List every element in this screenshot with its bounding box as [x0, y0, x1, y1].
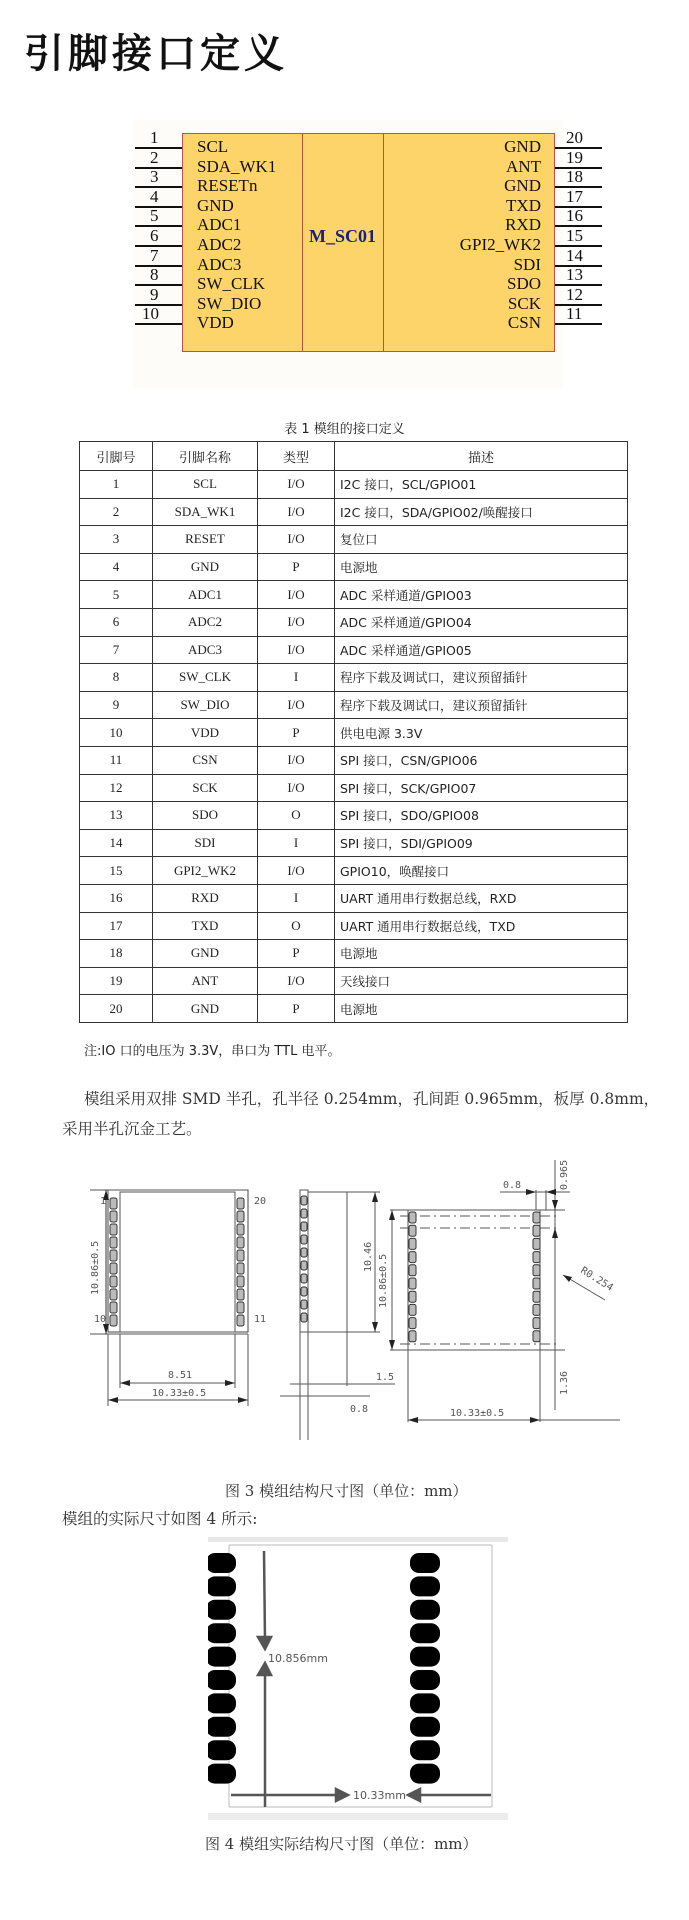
cell-type: I/O: [258, 498, 335, 526]
module-pad: [410, 1647, 440, 1667]
cell-description: 程序下载及调试口，建议预留插针: [335, 691, 628, 719]
cell-description: I2C 接口，SDA/GPIO02/唤醒接口: [335, 498, 628, 526]
module-pad: [410, 1576, 440, 1596]
pin-label: SCL: [197, 137, 229, 156]
figure-4-photo: [208, 1537, 508, 1820]
module-pad: [208, 1764, 236, 1784]
cell-pin-name: RXD: [153, 884, 258, 912]
cell-pin-name: SCK: [153, 774, 258, 802]
castellated-pad: [533, 1304, 540, 1315]
castellated-pad: [110, 1302, 117, 1313]
castellated-pad: [301, 1209, 307, 1218]
cell-pin-name: GND: [153, 995, 258, 1023]
table-note: 注:IO 口的电压为 3.3V，串口为 TTL 电平。: [84, 1044, 341, 1059]
module-pad: [410, 1600, 440, 1620]
cell-pin-name: SDI: [153, 829, 258, 857]
castellated-pad: [110, 1198, 117, 1209]
table-row: [80, 912, 628, 940]
table-row: [80, 967, 628, 995]
castellated-pad: [301, 1261, 307, 1270]
module-pad: [410, 1553, 440, 1573]
pin-label: SW_DIO: [197, 293, 262, 313]
cell-pin-number: 1: [80, 471, 153, 499]
dim-front-pin-1: 1: [100, 1196, 107, 1207]
pin-number: 6: [150, 226, 159, 245]
castellated-pad: [237, 1237, 244, 1248]
figure-3-drawing: [40, 1150, 660, 1440]
module-pad: [208, 1600, 236, 1620]
header-type: 类型: [258, 442, 335, 471]
page-title: 引脚接口定义: [24, 31, 288, 77]
cell-description: 电源地: [335, 995, 628, 1023]
table-caption: 表 1 模组的接口定义: [284, 422, 405, 437]
pin-number: 4: [150, 186, 159, 206]
castellated-pad: [409, 1238, 416, 1249]
cell-pin-number: 5: [80, 581, 153, 609]
cell-type: P: [258, 553, 335, 581]
cell-type: I/O: [258, 746, 335, 774]
pin-label: SW_CLK: [197, 274, 265, 294]
cell-type: I/O: [258, 857, 335, 885]
pin-label: GND: [504, 176, 541, 196]
castellated-pad: [301, 1248, 307, 1257]
castellated-pad: [237, 1263, 244, 1274]
castellated-pad: [533, 1278, 540, 1289]
cell-pin-name: CSN: [153, 746, 258, 774]
module-pad: [208, 1717, 236, 1737]
castellated-pad: [301, 1222, 307, 1231]
castellated-pad: [110, 1315, 117, 1326]
dim-front-pin-10: 10: [94, 1314, 107, 1325]
cell-description: SPI 接口，SDI/GPIO09: [335, 829, 628, 857]
castellated-pad: [409, 1278, 416, 1289]
module-pad: [208, 1693, 236, 1713]
cell-pin-name: SDO: [153, 802, 258, 830]
pin-label: ANT: [506, 156, 541, 176]
pin-label: VDD: [197, 313, 234, 333]
cell-pin-name: ADC1: [153, 581, 258, 609]
pin-number: 14: [566, 245, 583, 265]
pin-line: [135, 265, 182, 267]
castellated-pad: [409, 1291, 416, 1302]
cell-description: ADC 采样通道/GPIO05: [335, 636, 628, 664]
cell-type: I/O: [258, 471, 335, 499]
cell-pin-name: TXD: [153, 912, 258, 940]
cell-pin-name: GND: [153, 553, 258, 581]
castellated-pad: [409, 1212, 416, 1223]
cell-type: I/O: [258, 526, 335, 554]
pin-label: GPI2_WK2: [459, 235, 541, 254]
table-row: [80, 719, 628, 747]
castellated-pad: [237, 1315, 244, 1326]
castellated-pad: [237, 1289, 244, 1300]
dim-pad-edge: 1.36: [559, 1370, 570, 1395]
cell-type: P: [258, 719, 335, 747]
pin-line: [135, 206, 182, 208]
pin-number: 8: [150, 265, 159, 285]
pin-number: 15: [566, 226, 583, 245]
dim-pad-pitch: 0.965: [559, 1159, 570, 1190]
cell-pin-number: 12: [80, 774, 153, 802]
castellated-pad: [533, 1331, 540, 1342]
cell-pin-name: SDA_WK1: [153, 498, 258, 526]
pin-label: TXD: [506, 195, 541, 215]
dim-pad-width-total: 10.33±0.5: [450, 1408, 505, 1419]
castellated-pad: [110, 1289, 117, 1300]
cell-pin-number: 8: [80, 664, 153, 692]
cell-type: I/O: [258, 691, 335, 719]
dim-side-board: 0.8: [350, 1404, 369, 1415]
castellated-pad: [237, 1302, 244, 1313]
castellated-pad: [110, 1276, 117, 1287]
castellated-pad: [533, 1225, 540, 1236]
dim-front-pin-11: 11: [254, 1314, 267, 1325]
dim-pad-height: 10.86±0.5: [378, 1253, 389, 1308]
cell-type: I/O: [258, 774, 335, 802]
pin-number: 10: [142, 304, 159, 324]
cell-pin-name: ANT: [153, 967, 258, 995]
cell-type: I: [258, 884, 335, 912]
cell-pin-name: ADC2: [153, 608, 258, 636]
figure-4-caption: 图 4 模组实际结构尺寸图（单位：mm）: [205, 1835, 478, 1853]
pin-label: SCK: [507, 293, 541, 313]
module-pad: [410, 1670, 440, 1690]
table-row: [80, 774, 628, 802]
cell-type: I: [258, 829, 335, 857]
pin-line: [135, 284, 182, 286]
cell-description: UART 通用串行数据总线，RXD: [335, 884, 628, 912]
castellated-pad: [409, 1265, 416, 1276]
cell-type: O: [258, 802, 335, 830]
table-row: [80, 664, 628, 692]
table-row: [80, 471, 628, 499]
cell-pin-name: RESET: [153, 526, 258, 554]
cell-description: SPI 接口，CSN/GPIO06: [335, 746, 628, 774]
castellated-pad: [110, 1250, 117, 1261]
cell-description: I2C 接口，SCL/GPIO01: [335, 471, 628, 499]
pin-line: [135, 225, 182, 227]
pin-number: 1: [150, 128, 159, 147]
dim-front-inner-width: 8.51: [168, 1370, 193, 1381]
cell-pin-name: SW_CLK: [153, 664, 258, 692]
castellated-pad: [301, 1287, 307, 1296]
pin-definition-table: [79, 441, 628, 1023]
cell-pin-number: 11: [80, 746, 153, 774]
castellated-pad: [110, 1224, 117, 1235]
cell-description: 供电电源 3.3V: [335, 719, 628, 747]
cell-pin-name: GPI2_WK2: [153, 857, 258, 885]
fig4-width-label: 10.33mm: [353, 1789, 406, 1802]
fig4-height-label: 10.856mm: [268, 1652, 328, 1665]
table-row: [80, 636, 628, 664]
cell-pin-name: SCL: [153, 471, 258, 499]
cell-pin-name: GND: [153, 940, 258, 968]
module-pad: [208, 1647, 236, 1667]
pin-number: 3: [150, 167, 159, 187]
cell-description: ADC 采样通道/GPIO03: [335, 581, 628, 609]
pin-label: RXD: [505, 215, 541, 235]
pin-number: 5: [150, 206, 159, 226]
pin-number: 11: [566, 304, 583, 324]
castellated-pad: [533, 1318, 540, 1329]
table-row: [80, 884, 628, 912]
cell-type: I/O: [258, 636, 335, 664]
table-row: [80, 553, 628, 581]
pin-number: 17: [566, 186, 583, 206]
castellated-pad: [533, 1265, 540, 1276]
cell-type: I/O: [258, 581, 335, 609]
cell-pin-number: 18: [80, 940, 153, 968]
figure-4-intro: 模组的实际尺寸如图 4 所示:: [62, 1510, 258, 1528]
dim-front-height: 10.86±0.5: [90, 1240, 101, 1295]
castellated-pad: [533, 1291, 540, 1302]
cell-pin-number: 6: [80, 608, 153, 636]
pin-number: 16: [566, 206, 583, 226]
cell-pin-number: 13: [80, 802, 153, 830]
module-pad: [410, 1740, 440, 1760]
table-row: [80, 940, 628, 968]
cell-type: O: [258, 912, 335, 940]
pin-label: GND: [197, 195, 234, 215]
pin-line: [555, 323, 602, 325]
pin-label: SDA_WK1: [197, 156, 277, 176]
castellated-pad: [301, 1235, 307, 1244]
cell-pin-number: 14: [80, 829, 153, 857]
cell-description: 电源地: [335, 940, 628, 968]
cell-description: ADC 采样通道/GPIO04: [335, 608, 628, 636]
cell-pin-number: 3: [80, 526, 153, 554]
cell-pin-number: 17: [80, 912, 153, 940]
cell-pin-number: 16: [80, 884, 153, 912]
paragraph-line-1: 模组采用双排 SMD 半孔，孔半径 0.254mm，孔间距 0.965mm，板厚 0.8mm，: [84, 1090, 660, 1108]
cell-pin-number: 7: [80, 636, 153, 664]
module-pad: [208, 1576, 236, 1596]
pin-number: 9: [150, 284, 159, 304]
cell-description: GPIO10，唤醒接口: [335, 857, 628, 885]
module-pad: [208, 1740, 236, 1760]
chip-name: M_SC01: [309, 226, 376, 246]
cell-description: 天线接口: [335, 967, 628, 995]
header-description: 描述: [335, 442, 628, 471]
castellated-pad: [533, 1212, 540, 1223]
cell-pin-number: 19: [80, 967, 153, 995]
castellated-pad: [409, 1225, 416, 1236]
pin-number: 12: [566, 284, 583, 304]
castellated-pad: [237, 1224, 244, 1235]
table-row: [80, 498, 628, 526]
cell-description: SPI 接口，SDO/GPIO08: [335, 802, 628, 830]
dim-pad-radius: R0.254: [578, 1265, 615, 1294]
castellated-pad: [237, 1250, 244, 1261]
cell-pin-number: 20: [80, 995, 153, 1023]
pin-label: SDI: [513, 254, 541, 274]
module-pad: [410, 1623, 440, 1643]
table-row: [80, 802, 628, 830]
castellated-pad: [110, 1263, 117, 1274]
module-pad: [208, 1623, 236, 1643]
pin-number: 18: [566, 167, 583, 187]
cell-pin-number: 9: [80, 691, 153, 719]
pin-label: ADC1: [197, 215, 242, 235]
pin-label: SDO: [506, 274, 541, 294]
cell-type: P: [258, 940, 335, 968]
cell-pin-name: SW_DIO: [153, 691, 258, 719]
dim-pad-width: 0.8: [503, 1180, 522, 1191]
table-row: [80, 857, 628, 885]
pin-line: [135, 147, 182, 149]
castellated-pad: [533, 1252, 540, 1263]
header-pin-name: 引脚名称: [153, 442, 258, 471]
cell-description: 程序下载及调试口，建议预留插针: [335, 664, 628, 692]
chip-divider-right: [383, 134, 384, 351]
cell-pin-name: VDD: [153, 719, 258, 747]
pin-number: 2: [150, 147, 159, 167]
castellated-pad: [409, 1304, 416, 1315]
cell-description: SPI 接口，SCK/GPIO07: [335, 774, 628, 802]
table-header-row: [80, 442, 628, 471]
pin-label: GND: [504, 137, 541, 156]
castellated-pad: [237, 1276, 244, 1287]
castellated-pad: [409, 1252, 416, 1263]
castellated-pad: [409, 1318, 416, 1329]
module-pad: [410, 1693, 440, 1713]
pin-label: CSN: [507, 313, 541, 333]
dim-side-thickness: 1.5: [376, 1372, 395, 1383]
module-pad: [410, 1764, 440, 1784]
castellated-pad: [110, 1211, 117, 1222]
castellated-pad: [301, 1300, 307, 1309]
castellated-pad: [237, 1211, 244, 1222]
header-pin-number: 引脚号: [80, 442, 153, 471]
pin-line: [135, 323, 182, 325]
cell-type: I: [258, 664, 335, 692]
table-row: [80, 526, 628, 554]
cell-description: UART 通用串行数据总线，TXD: [335, 912, 628, 940]
pin-number: 13: [566, 265, 583, 285]
pin-number: 20: [566, 128, 583, 147]
cell-pin-number: 15: [80, 857, 153, 885]
castellated-pad: [301, 1313, 307, 1322]
figure-3-caption: 图 3 模组结构尺寸图（单位：mm）: [225, 1482, 468, 1500]
castellated-pad: [409, 1331, 416, 1342]
module-pad: [208, 1553, 236, 1573]
paragraph-line-2: 采用半孔沉金工艺。: [62, 1120, 202, 1138]
cell-description: 复位口: [335, 526, 628, 554]
module-pad: [208, 1670, 236, 1690]
castellated-pad: [237, 1198, 244, 1209]
castellated-pad: [301, 1274, 307, 1283]
table-row: [80, 581, 628, 609]
dim-front-pin-20: 20: [254, 1196, 267, 1207]
dim-front-width: 10.33±0.5: [152, 1388, 207, 1399]
table-row: [80, 746, 628, 774]
module-pad: [410, 1717, 440, 1737]
castellated-pad: [301, 1196, 307, 1205]
pin-number: 7: [150, 245, 159, 265]
cell-pin-number: 10: [80, 719, 153, 747]
table-row: [80, 691, 628, 719]
table-row: [80, 829, 628, 857]
pin-number: 19: [566, 147, 583, 167]
pin-label: ADC3: [197, 254, 242, 274]
table-row: [80, 995, 628, 1023]
cell-pin-number: 4: [80, 553, 153, 581]
cell-type: P: [258, 995, 335, 1023]
pin-label: ADC2: [197, 235, 242, 254]
table-row: [80, 608, 628, 636]
dim-side-height: 10.46: [363, 1241, 374, 1272]
pin-label: RESETn: [197, 176, 258, 196]
castellated-pad: [533, 1238, 540, 1249]
cell-type: I/O: [258, 967, 335, 995]
cell-pin-name: ADC3: [153, 636, 258, 664]
pin-line: [135, 167, 182, 169]
cell-type: I/O: [258, 608, 335, 636]
cell-description: 电源地: [335, 553, 628, 581]
cell-pin-number: 2: [80, 498, 153, 526]
castellated-pad: [110, 1237, 117, 1248]
